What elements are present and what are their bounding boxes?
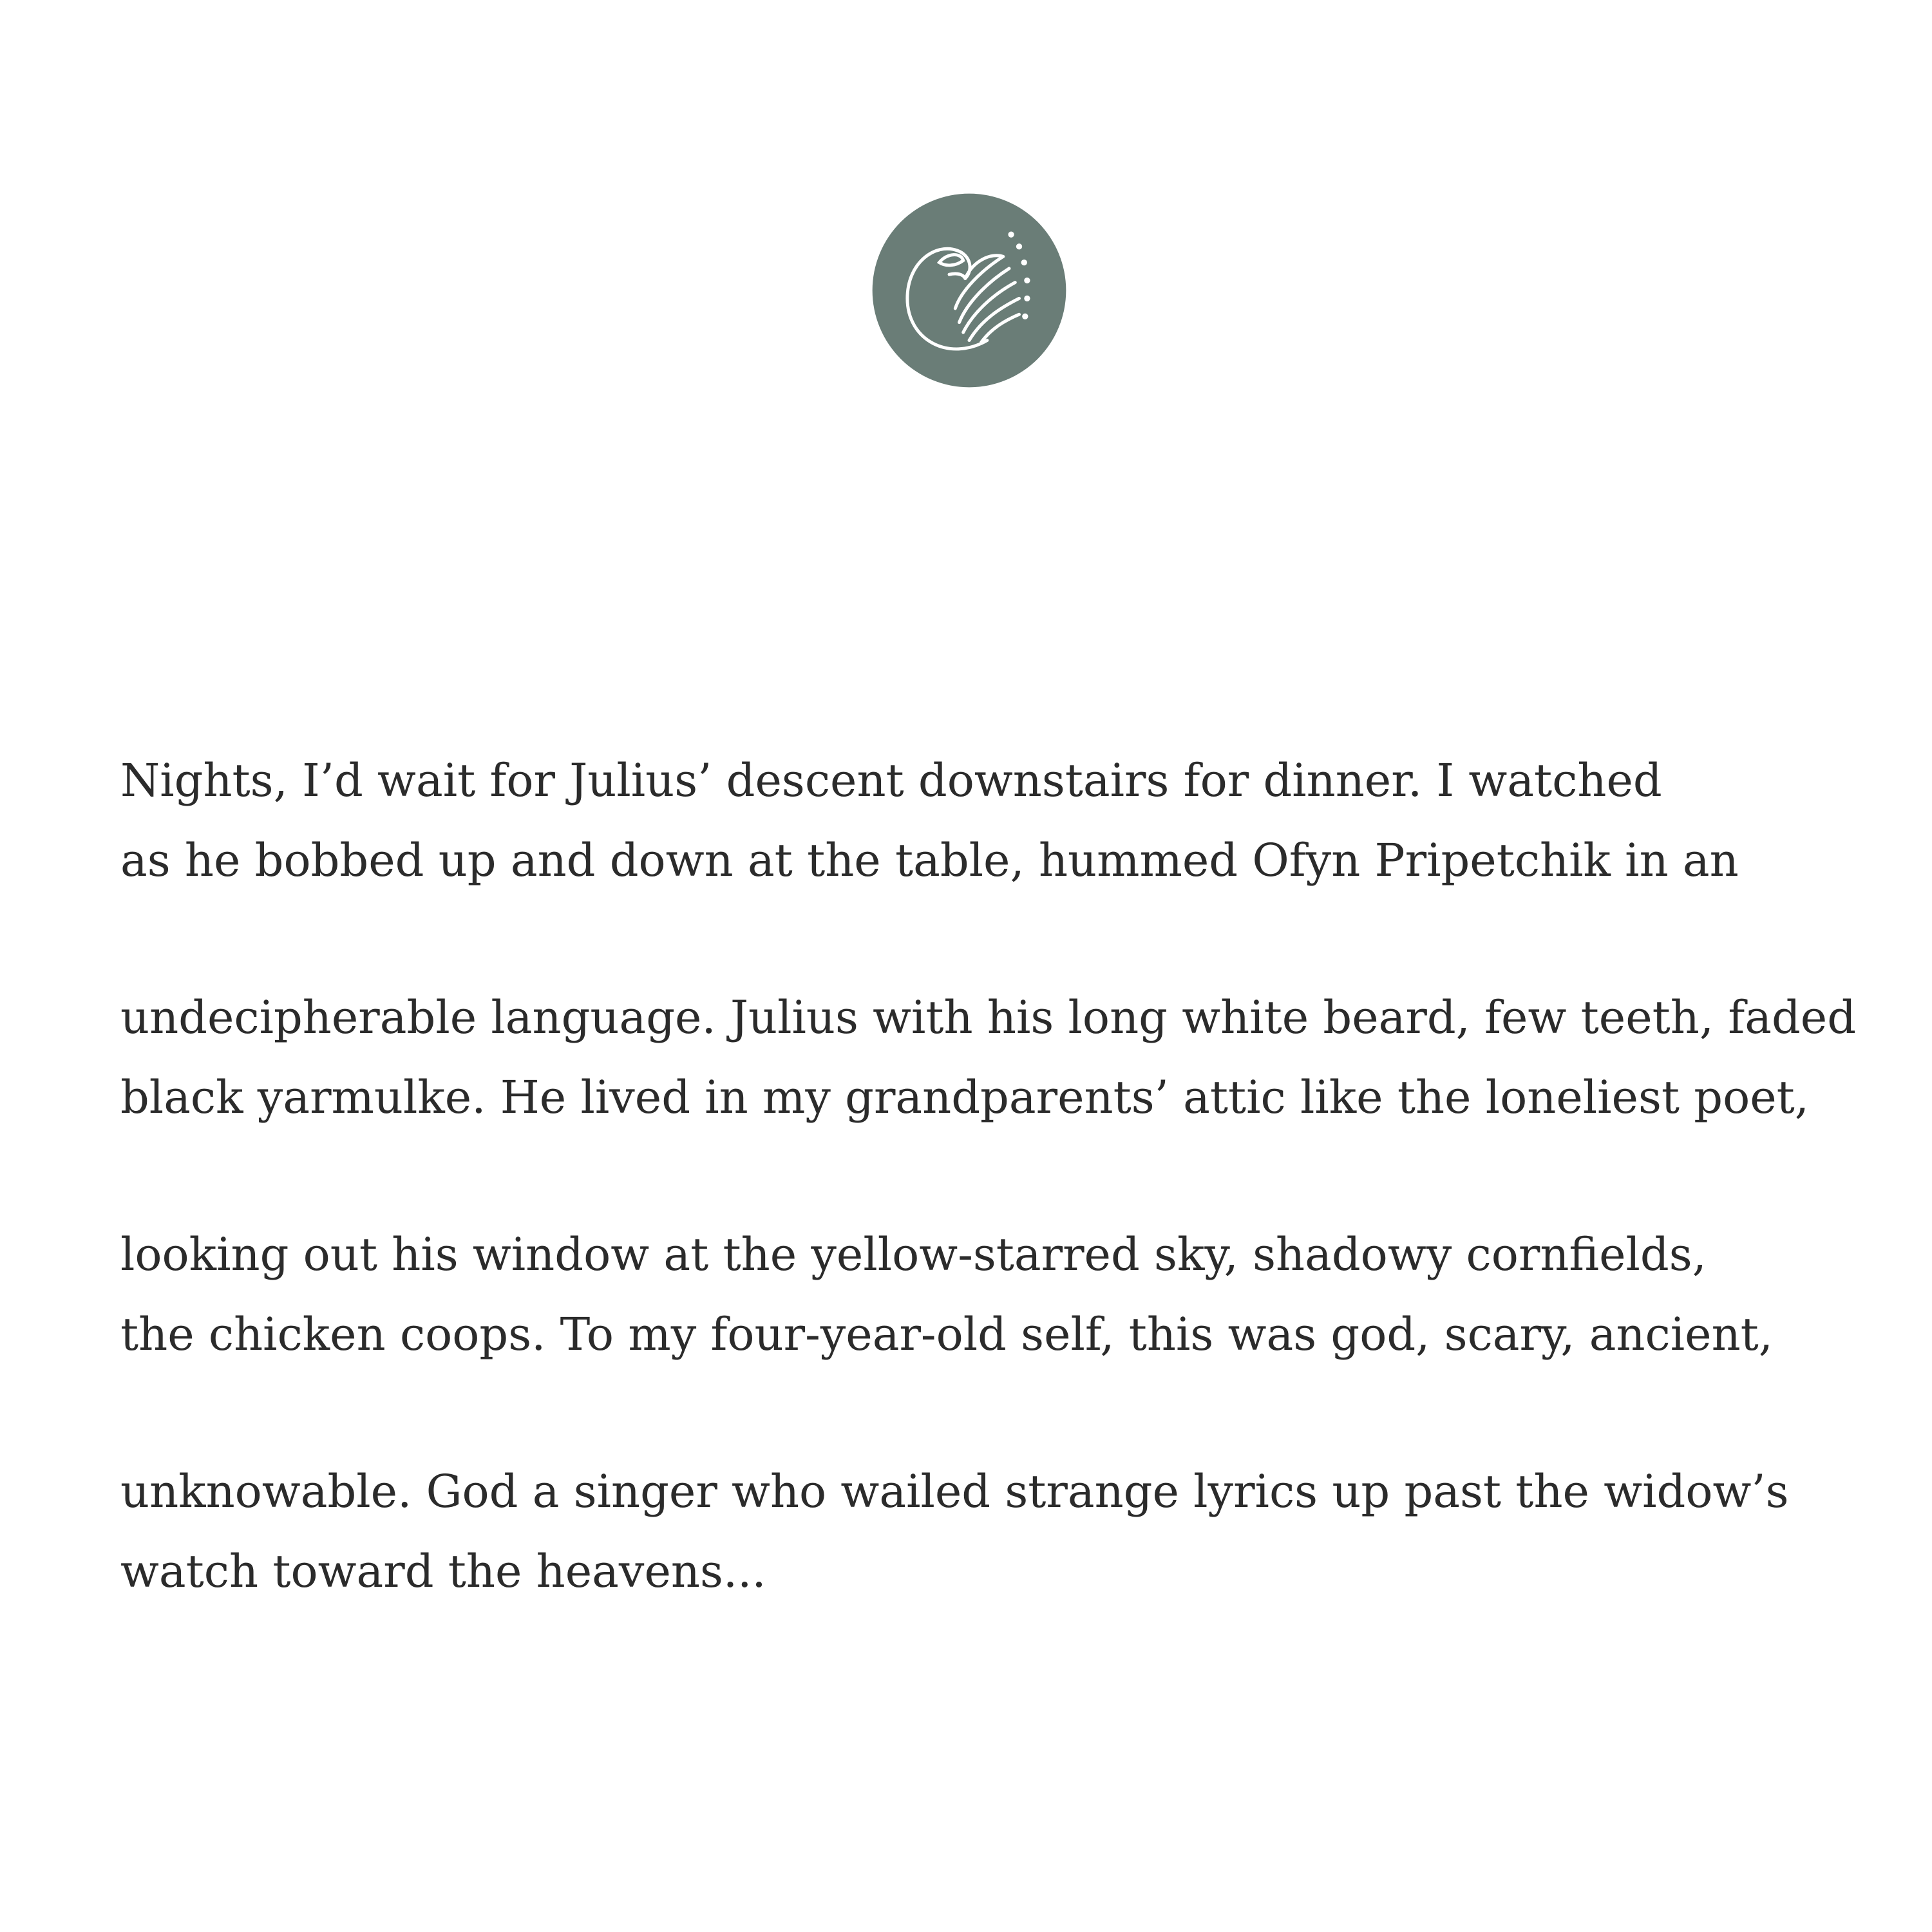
stanza-4 bbox=[120, 1452, 1898, 1611]
bird-emblem-icon bbox=[869, 191, 1069, 390]
poem-line: Nights, I’d wait for Julius’ descent downstairs for dinner. I watched bbox=[120, 754, 1662, 807]
poem-line: looking out his window at the yellow-starred sky, shadowy cornfields, bbox=[120, 1228, 1707, 1281]
poem-line: as he bobbed up and down at the table, hummed Ofyn Pripetchik in an bbox=[120, 834, 1739, 887]
poem-line: watch toward the heavens... bbox=[120, 1545, 766, 1598]
poem-line: the chicken coops. To my four-year-old self, this was god, scary, ancient, bbox=[120, 1308, 1774, 1361]
poem-line: unknowable. God a singer who wailed strange lyrics up past the widow’s bbox=[120, 1465, 1789, 1518]
stanza-3 bbox=[120, 1215, 1898, 1374]
stanza-1 bbox=[120, 741, 1898, 900]
poem-body bbox=[120, 741, 1898, 1689]
poem-line: black yarmulke. He lived in my grandparents’ attic like the loneliest poet, bbox=[120, 1071, 1810, 1124]
stanza-2 bbox=[120, 978, 1898, 1137]
poem-line: undecipherable language. Julius with his long white beard, few teeth, faded bbox=[120, 991, 1857, 1044]
